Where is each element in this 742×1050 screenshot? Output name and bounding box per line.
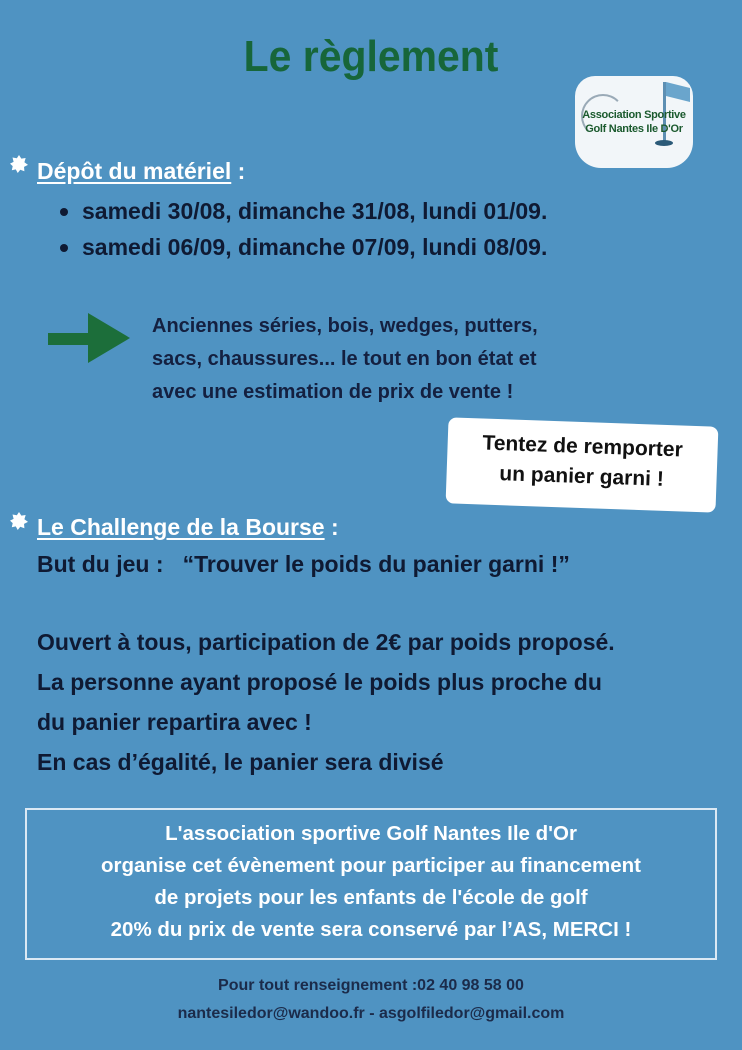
page-title: Le règlement [243, 32, 499, 81]
challenge-rules [37, 622, 615, 782]
golf-flag-icon [666, 82, 690, 102]
depot-heading-text: Dépôt du matériel [37, 158, 232, 184]
logo-line-1: Association Sportive [582, 109, 686, 121]
rule-line: du panier repartira avec ! [37, 709, 312, 735]
description-line: sacs, chaussures... le tout en bon état et [152, 348, 537, 370]
star-bullet-icon [10, 512, 28, 530]
prize-sticker [446, 417, 719, 512]
footer-phone: Pour tout renseignement :02 40 98 58 00 [218, 977, 524, 994]
challenge-heading-text: Le Challenge de la Bourse [37, 514, 325, 540]
section-heading-depot [37, 158, 245, 185]
golf-hole-icon [655, 140, 673, 146]
sticker-line-1: Tentez de remporter [482, 431, 684, 462]
rule-line: La personne ayant proposé le poids plus proche du [37, 669, 602, 695]
logo-text [575, 108, 693, 136]
description-line: avec une estimation de prix de vente ! [152, 381, 514, 403]
info-line: L'association sportive Golf Nantes Ile d'Or [165, 822, 577, 845]
material-description [152, 310, 538, 409]
depot-dates-list [58, 193, 547, 265]
rule-line: Ouvert à tous, participation de 2€ par poids proposé. [37, 629, 615, 655]
info-line: de projets pour les enfants de l'école de golf [154, 886, 588, 909]
description-line: Anciennes séries, bois, wedges, putters, [152, 315, 538, 337]
challenge-heading-colon: : [324, 514, 339, 540]
info-box [25, 808, 717, 960]
sticker-line-2: un panier garni ! [498, 462, 665, 491]
association-logo [575, 76, 693, 168]
info-line: organise cet évènement pour participer au financement [101, 854, 641, 877]
challenge-goal: But du jeu : “Trouver le poids du panier garni !” [37, 551, 570, 577]
star-bullet-icon [10, 155, 28, 173]
arrow-right-icon [48, 313, 132, 363]
date-list-item: samedi 06/09, dimanche 07/09, lundi 08/09. [58, 229, 547, 265]
section-heading-challenge [37, 514, 339, 541]
logo-line-2: Golf Nantes Ile D'Or [585, 123, 683, 135]
depot-heading-colon: : [231, 158, 246, 184]
info-line: 20% du prix de vente sera conservé par l’AS, MERCI ! [110, 918, 632, 941]
date-list-item: samedi 30/08, dimanche 31/08, lundi 01/09. [58, 193, 547, 229]
footer-emails: nantesiledor@wandoo.fr - asgolfiledor@gmail.com [177, 1005, 565, 1022]
rule-line: En cas d’égalité, le panier sera divisé [37, 749, 444, 775]
